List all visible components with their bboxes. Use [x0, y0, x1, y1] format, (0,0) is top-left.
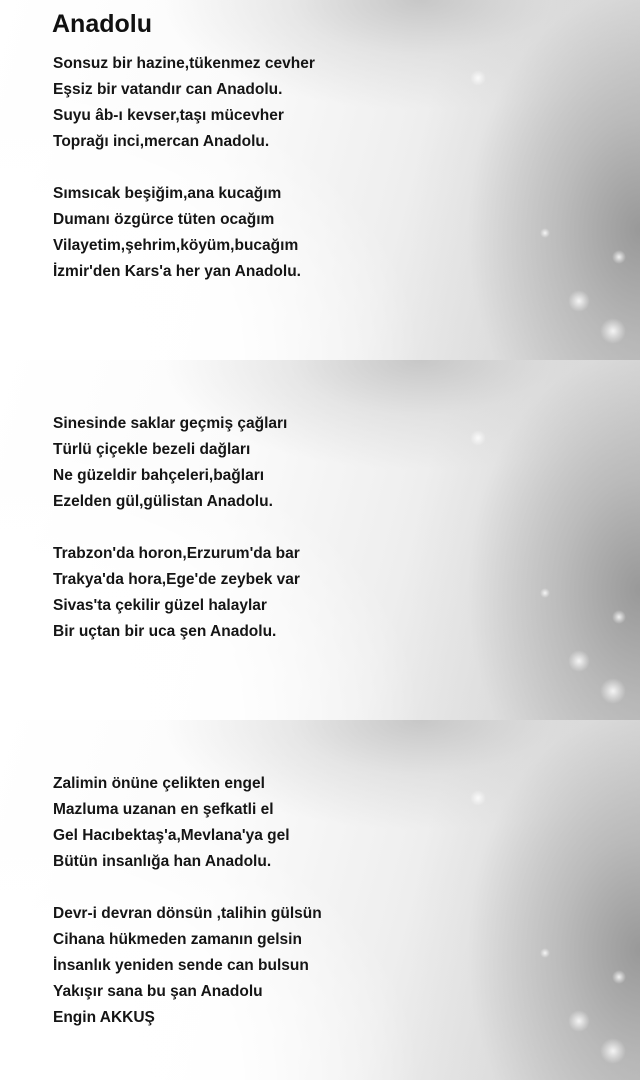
poem-author: Engin AKKUŞ: [53, 1009, 155, 1026]
poem-line: Devr-i devran dönsün ,talihin gülsün: [53, 905, 322, 922]
light-sparkle: [568, 290, 590, 312]
light-sparkle: [540, 228, 550, 238]
light-sparkle: [600, 678, 626, 704]
poem-line: Ezelden gül,gülistan Anadolu.: [53, 493, 273, 510]
poem-line: Vilayetim,şehrim,köyüm,bucağım: [53, 237, 299, 254]
poem-line: Zalimin önüne çelikten engel: [53, 775, 265, 792]
light-sparkle: [470, 430, 486, 446]
poem-line: Trakya'da hora,Ege'de zeybek var: [53, 571, 300, 588]
light-sparkle: [540, 948, 550, 958]
poem-panel-3: [0, 720, 640, 1080]
poem-line: Sivas'ta çekilir güzel halaylar: [53, 597, 267, 614]
poem-line: Trabzon'da horon,Erzurum'da bar: [53, 545, 300, 562]
poem-panel-2: [0, 360, 640, 720]
stanza-6: [53, 901, 322, 1031]
poem-line: Bütün insanlığa han Anadolu.: [53, 853, 272, 870]
poem-line: Sinesinde saklar geçmiş çağları: [53, 415, 288, 432]
light-sparkle: [470, 70, 486, 86]
poem-line: Sonsuz bir hazine,tükenmez cevher: [53, 55, 315, 72]
stanza-1: [53, 51, 315, 155]
stanza-2: [53, 181, 301, 285]
poem-line: Gel Hacıbektaş'a,Mevlana'ya gel: [53, 827, 290, 844]
poem-line: Dumanı özgürce tüten ocağım: [53, 211, 275, 228]
light-sparkle: [600, 318, 626, 344]
poem-line: Cihana hükmeden zamanın gelsin: [53, 931, 302, 948]
poem-line: Mazluma uzanan en şefkatli el: [53, 801, 274, 818]
poem-line: İnsanlık yeniden sende can bulsun: [53, 957, 309, 974]
stanza-3: [53, 411, 287, 515]
stanza-5: [53, 771, 290, 875]
poem-line: Eşsiz bir vatandır can Anadolu.: [53, 81, 283, 98]
light-sparkle: [600, 1038, 626, 1064]
light-sparkle: [568, 1010, 590, 1032]
poem-line: Suyu âb-ı kevser,taşı mücevher: [53, 107, 284, 124]
light-sparkle: [612, 250, 626, 264]
poem-line: Bir uçtan bir uca şen Anadolu.: [53, 623, 277, 640]
poem-line: Toprağı inci,mercan Anadolu.: [53, 133, 270, 150]
poem-line: Türlü çiçekle bezeli dağları: [53, 441, 251, 458]
light-sparkle: [470, 790, 486, 806]
light-sparkle: [568, 650, 590, 672]
light-sparkle: [540, 588, 550, 598]
poem-line: İzmir'den Kars'a her yan Anadolu.: [53, 263, 301, 280]
poem-panel-1: [0, 0, 640, 360]
poem-title: Anadolu: [52, 10, 152, 38]
poem-line: Yakışır sana bu şan Anadolu: [53, 983, 263, 1000]
poem-line: Sımsıcak beşiğim,ana kucağım: [53, 185, 282, 202]
poem-line: Ne güzeldir bahçeleri,bağları: [53, 467, 265, 484]
light-sparkle: [612, 610, 626, 624]
stanza-4: [53, 541, 300, 645]
light-sparkle: [612, 970, 626, 984]
